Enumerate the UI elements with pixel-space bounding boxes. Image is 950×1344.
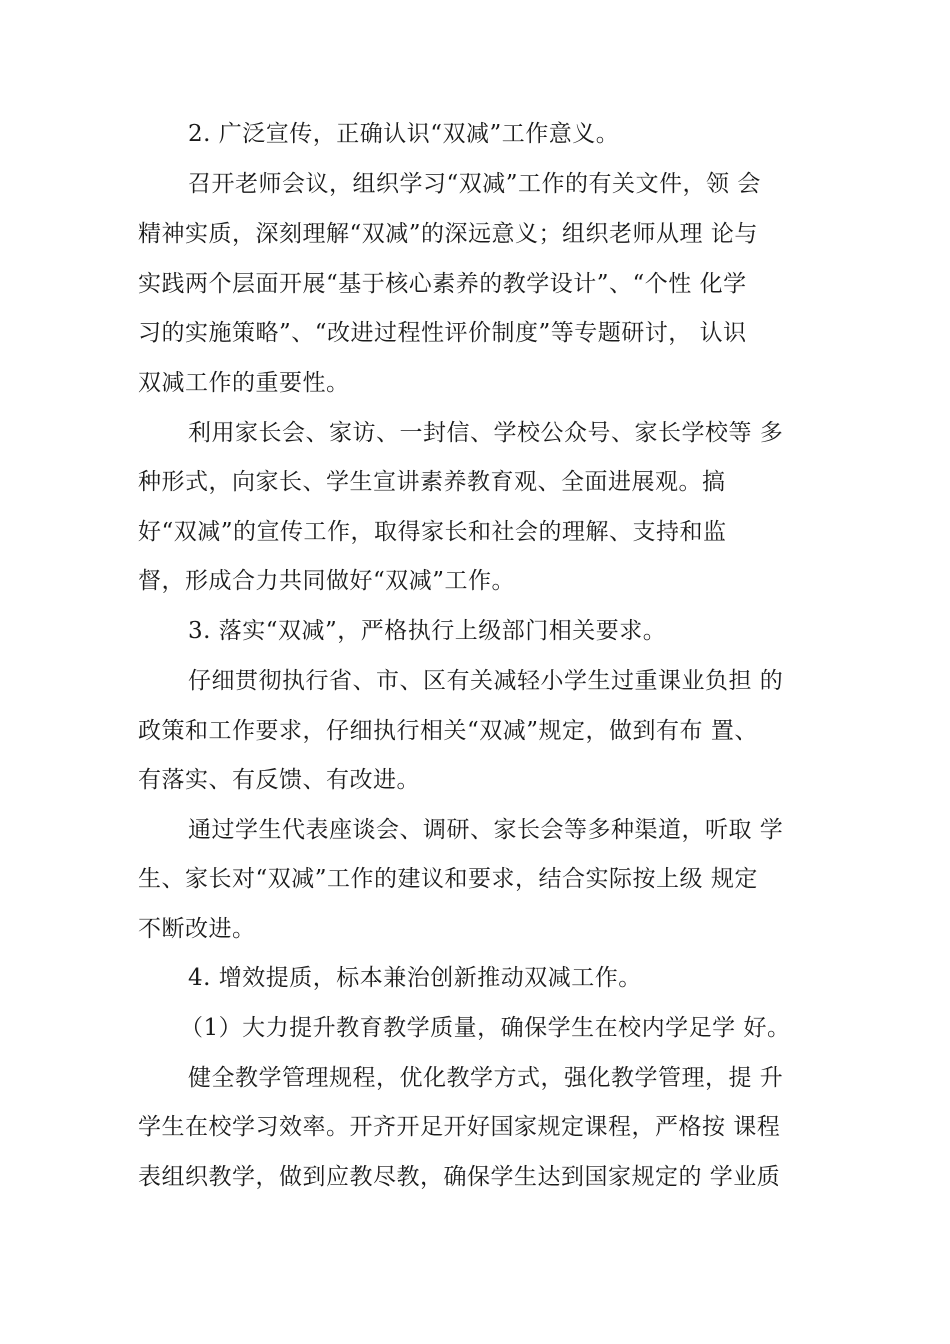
paragraph-line: 双减工作的重要性。 xyxy=(138,370,350,396)
paragraph-line: 生、家长对“双减”工作的建议和要求，结合实际按上级 规定 xyxy=(138,866,758,892)
paragraph-line: 实践两个层面开展“基于核心素养的教学设计”、“个性 化学 xyxy=(138,271,747,297)
paragraph-line: 精神实质，深刻理解“双减”的深远意义；组织老师从理 论与 xyxy=(138,221,758,247)
paragraph-line: 有落实、有反馈、有改进。 xyxy=(138,767,420,793)
subheading-1: （1）大力提升教育教学质量，确保学生在校内学足学 好。 xyxy=(180,1015,791,1041)
paragraph-line: 利用家长会、家访、一封信、学校公众号、家长学校等 多 xyxy=(188,420,784,446)
paragraph-line: 习的实施策略”、“改进过程性评价制度”等专题研讨， 认识 xyxy=(138,320,747,346)
heading-4: 4. 增效提质，标本兼治创新推动双减工作。 xyxy=(188,965,642,991)
paragraph-line: 通过学生代表座谈会、调研、家长会等多种渠道，听取 学 xyxy=(188,817,784,843)
paragraph-line: 学生在校学习效率。开齐开足开好国家规定课程，严格按 课程 xyxy=(138,1114,781,1140)
paragraph-line: 好“双减”的宣传工作，取得家长和社会的理解、支持和监 xyxy=(138,519,727,545)
paragraph-line: 召开老师会议，组织学习“双减”工作的有关文件，领 会 xyxy=(188,171,761,197)
paragraph-line: 不断改进。 xyxy=(138,916,256,942)
paragraph-line: 表组织教学，做到应教尽教，确保学生达到国家规定的 学业质 xyxy=(138,1164,781,1190)
paragraph-line: 政策和工作要求，仔细执行相关“双减”规定，做到有布 置、 xyxy=(138,718,758,744)
paragraph-line: 仔细贯彻执行省、市、区有关减轻小学生过重课业负担 的 xyxy=(188,668,784,694)
paragraph-line: 健全教学管理规程，优化教学方式，强化教学管理，提 升 xyxy=(188,1065,784,1091)
paragraph-line: 种形式，向家长、学生宣讲素养教育观、全面进展观。搞 xyxy=(138,469,726,495)
paragraph-line: 督，形成合力共同做好“双减”工作。 xyxy=(138,568,516,594)
heading-2: 2. 广泛宣传，正确认识“双减”工作意义。 xyxy=(188,121,620,147)
heading-3: 3. 落实“双减”，严格执行上级部门相关要求。 xyxy=(188,618,667,644)
